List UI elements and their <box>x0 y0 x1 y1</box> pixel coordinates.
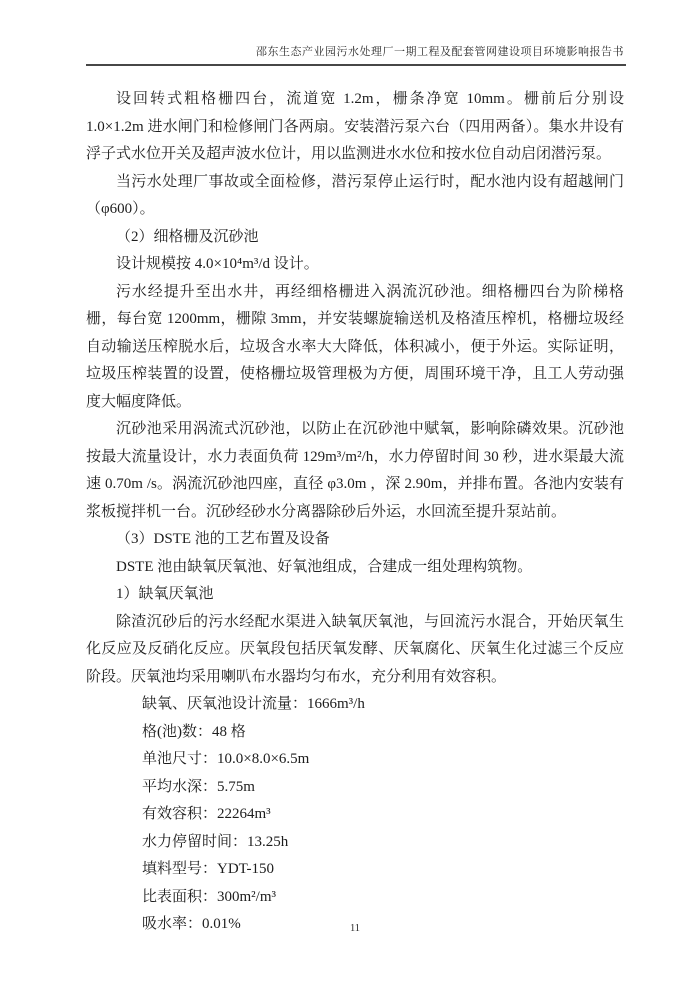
spec-water-absorption: 吸水率：0.01% <box>142 916 241 932</box>
heading-dste-tank: （3）DSTE 池的工艺布置及设备 <box>116 531 330 547</box>
heading-fine-screen-grit: （2）细格栅及沉砂池 <box>116 228 259 245</box>
para-dste-composition: DSTE 池由缺氧厌氧池、好氧池组成，合建成一组处理构筑物。 <box>116 558 533 575</box>
header-rule-divider <box>86 64 626 66</box>
para-anoxic-desc: 除渣沉砂后的污水经配水渠进入缺氧厌氧池，与回流污水混合，开始厌氧生化反应及反硝化反应。厌氧段包括厌氧发酵、厌氧腐化、厌氧生化过滤三个反应阶段。厌氧池均采用喇叭布水器均匀布水，充分利用有效容积。 <box>86 613 624 685</box>
spec-cell-count: 格(池)数：48 格 <box>142 723 246 740</box>
page-header-title: 邵东生态产业园污水处理厂一期工程及配套管网建设项目环境影响报告书 <box>256 46 624 58</box>
para-fine-screen-desc: 污水经提升至出水井，再经细格栅进入涡流沉砂池。细格栅四台为阶梯格栅，每台宽 1200mm，栅隙 3mm，并安装螺旋输送机及格渣压榨机，格栅垃圾经自动输送压榨脱水后，垃圾含水率大大降低，体积减小，便于外运。实际证明，垃圾压榨装置的设置，使格栅垃圾管理极为方便，周围环境干净，且工人劳动强度大幅度降低。 <box>86 283 624 410</box>
document-body <box>86 86 624 939</box>
spec-design-flow: 缺氧、厌氧池设计流量：1666m³/h <box>142 696 365 712</box>
spec-effective-volume: 有效容积：22264m³ <box>142 806 271 822</box>
spec-hydraulic-retention-time: 水力停留时间：13.25h <box>142 833 289 850</box>
para-coarse-screen: 设回转式粗格栅四台，流道宽 1.2m，栅条净宽 10mm。栅前后分别设 1.0×1.2m 进水闸门和检修闸门各两扇。安装潜污泵六台（四用两备）。集水井设有浮子式水位开关及超声波水位计，用以监测进水水位和按水位自动启闭潜污泵。 <box>86 91 624 162</box>
spec-packing-model: 填料型号：YDT-150 <box>142 861 274 877</box>
para-design-scale: 设计规模按 4.0×10⁴m³/d 设计。 <box>116 256 319 272</box>
spec-cell-size: 单池尺寸：10.0×8.0×6.5m <box>142 751 310 767</box>
para-bypass-gate: 当污水处理厂事故或全面检修，潜污泵停止运行时，配水池内设有超越闸门（φ600）。 <box>86 173 624 217</box>
spec-specific-surface-area: 比表面积：300m²/m³ <box>142 888 276 905</box>
spec-average-depth: 平均水深：5.75m <box>142 778 255 795</box>
page-number: 11 <box>349 923 361 934</box>
heading-anoxic-anaerobic: 1）缺氧厌氧池 <box>116 586 214 602</box>
para-grit-chamber-desc: 沉砂池采用涡流式沉砂池，以防止在沉砂池中赋氧，影响除磷效果。沉砂池按最大流量设计，水力表面负荷 129m³/m²/h，水力停留时间 30 秒，进水渠最大流速 0.70m /s。涡流沉砂池四座，直径 φ3.0m ，深 2.90m，并排布置。各池内安装有浆板搅拌机一台。沉砂经砂水分离器除砂后外运，水回流至提升泵站前。 <box>86 421 624 520</box>
